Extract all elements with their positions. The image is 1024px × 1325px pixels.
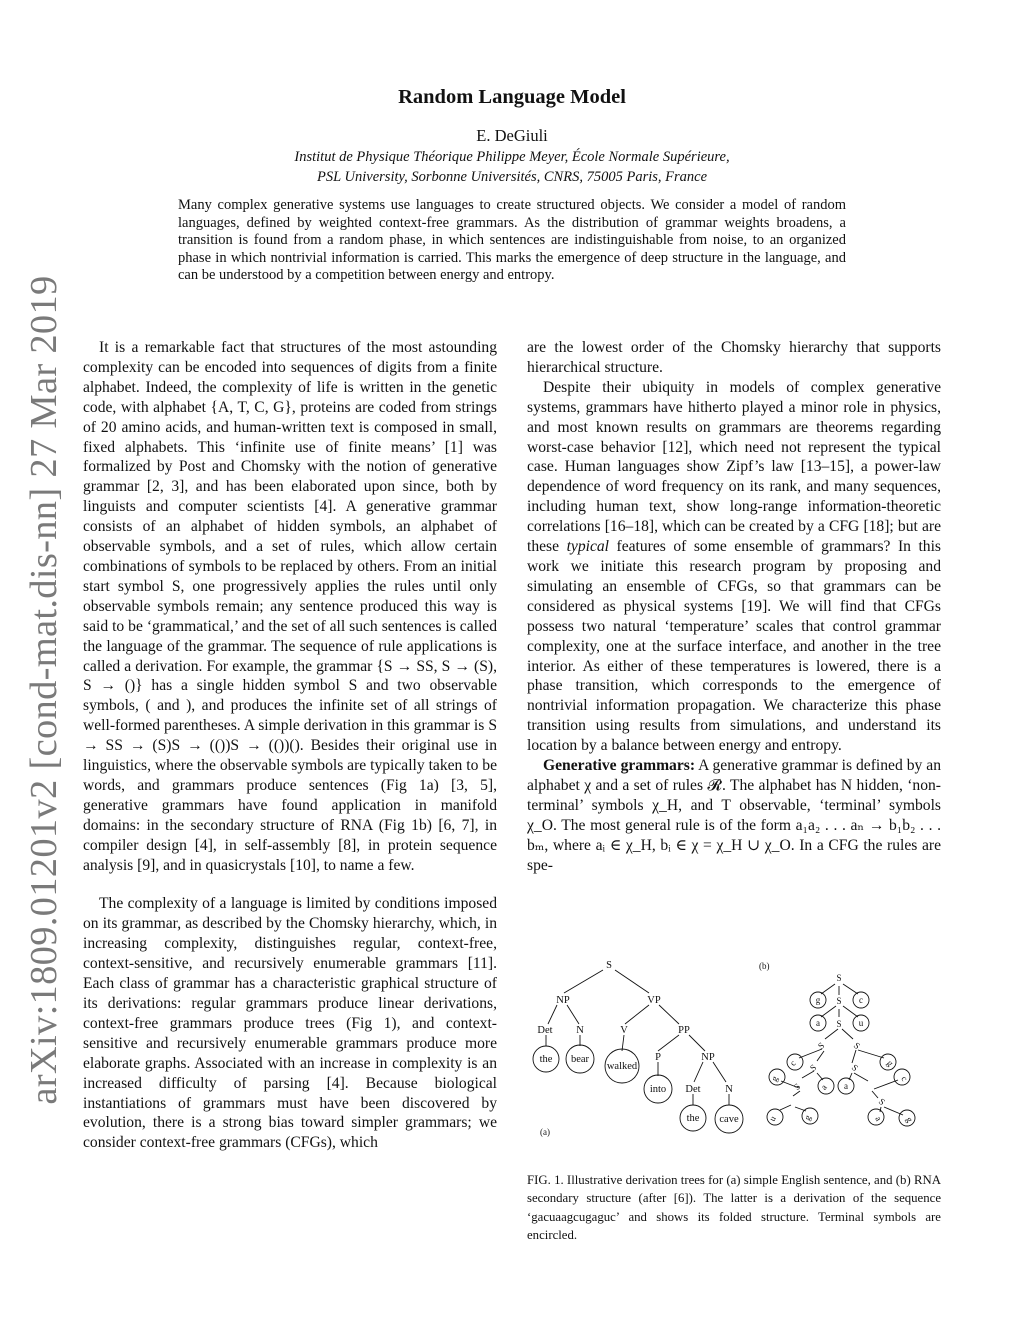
rna-node-S-7: S <box>849 1062 861 1074</box>
rna-terminal-a: a <box>816 1018 820 1028</box>
rna-terminal-g-4: g <box>801 1113 813 1122</box>
rna-node-S-5: S <box>851 1040 863 1052</box>
paper-title: Random Language Model <box>398 86 626 108</box>
node-VP: VP <box>647 995 661 1006</box>
affiliation-line-2: PSL University, Sorbonne Universités, CNRS, 75005 Paris, France <box>317 169 707 185</box>
panel-label-a: (a) <box>540 1127 550 1137</box>
terminal-into: into <box>649 1084 667 1095</box>
motivation-paragraph <box>527 378 941 756</box>
continued-paragraph: are the lowest order of the Chomsky hierarchy that supports hierarchical structure. <box>527 339 941 376</box>
rna-terminal-g-3: g <box>768 1074 780 1083</box>
rna-node-S-1: S <box>836 973 842 983</box>
figure-caption: FIG. 1. Illustrative derivation trees for (a) simple English sentence, and (b) RNA secondary structure (after [6]). The latter is a derivation of the sequence ‘gacuaagcugaguc’ and shows its folded structure. Terminal symbols are encircled. <box>527 1173 941 1243</box>
arxiv-identifier: arXiv:1809.01201v2 [cond-mat.dis-nn] 27 Mar 2019 <box>23 275 65 1105</box>
rna-terminal-c-3: c <box>899 1074 910 1083</box>
rna-terminal-a-2: a <box>818 1082 829 1092</box>
node-P: P <box>655 1052 661 1063</box>
left-column <box>83 338 497 1153</box>
intro-paragraph-1: It is a remarkable fact that structures of the most astounding complexity can be encoded into sequences of digits from a finite alphabet. Indeed, the complexity of life is written in the genetic code, with alphabet {A, T, C, G}, proteins are coded from strings of 20 amino acids, and human-written text is composed in small, fixed alphabets. This ‘infinite use of finite means’ [1] was formalized by Post and Chomsky with the notion of generative grammar [2, 3], and has been elaborated upon since, both by linguists and computer scientists [4]. A generative grammar consists of an alphabet of hidden symbols, an alphabet of observable symbols, and a set of rules, which allow certain combinations of symbols to be replaced by others. From an initial start symbol S, one progressively applies the rules until only observable symbols remain; any sentence produced this way is said to be ‘grammatical,’ and the set of all such sentences is called the language of the grammar. The sequence of rule applications is called a derivation. For example, the grammar {S → SS, S → (S), S → ()} has a single hidden symbol S and two observable symbols, ( and ), and produces the infinite set of all strings of well-formed parentheses. A simple derivation in this grammar is S → SS → (S)S → (())S → (())(). Besides their original use in linguistics, where the observable symbols are typically taken to be words, and grammars produce sentences (Fig 1a) [3, 5], generative grammars have found application in manifold domains: in the secondary structure of RNA (Fig 1b) [6, 7], in compiler design [4], in self-assembly [8], in protein sequence analysis [9], and in quasicrystals [10], to name a few. <box>83 339 497 874</box>
rna-terminal-u: u <box>858 1018 864 1028</box>
rna-node-S-3: S <box>836 1019 842 1029</box>
rna-terminal-c-2: c <box>787 1058 798 1068</box>
node-S: S <box>606 960 612 971</box>
terminal-the: the <box>539 1054 553 1065</box>
author-name: E. DeGiuli <box>476 126 548 145</box>
rna-node-S-6: S <box>807 1062 819 1074</box>
node-N: N <box>576 1025 584 1036</box>
tree-b-labels <box>527 955 941 1150</box>
section-heading: Generative grammars: <box>543 757 696 775</box>
figure-1 <box>527 955 941 1150</box>
arxiv-sidebar <box>0 0 80 1325</box>
terminal-bear: bear <box>570 1054 590 1065</box>
rna-node-S-extra: S <box>876 1096 888 1108</box>
node-Det-inner: Det <box>685 1084 701 1095</box>
rna-terminal-c: c <box>859 995 863 1005</box>
node-V: V <box>620 1025 628 1036</box>
node-NP: NP <box>556 995 570 1006</box>
panel-label-b: (b) <box>759 961 770 971</box>
rna-terminal-g-2: g <box>885 1058 896 1069</box>
terminal-cave: cave <box>719 1114 739 1125</box>
node-NP-inner: NP <box>701 1052 715 1063</box>
right-column <box>527 338 941 875</box>
motivation-text-b: features of some ensemble of grammars? In this work we initiate this research program by proposing and simulating an ensemble of CFGs, so that grammars can be considered as physical systems [19]. We will find that CFGs possess two natural ‘temperature’ scales that control grammar complexity, one at the surface interface, and another in the tree interior. As either of these temperatures is lowered, there is a phase transition, which corresponds to the emergence of nontrivial information propagation. We characterize this phase transition using results from simulations, and understand its location by a balance between energy and entropy. <box>527 538 941 755</box>
intro-paragraph-2: The complexity of a language is limited by conditions imposed on its grammar, as described by the Chomsky hierarchy, which, in increasing complexity, distinguishes regular, context-free, context-sensitive, and recursively enumerable grammars [11]. Each class of grammar has a characteristic graphical structure of its derivations: regular grammars produce linear derivations, context-free grammars produce trees (Fig 1), and context-sensitive and recursively enumerable grammars produce more elaborate graphs. Associated with an increase in complexity is an increased difficulty of parsing [4]. Because biological instantiations of grammars must have been discovered by evolution, there is a strong bias toward simpler grammars; we consider context-free grammars (CFGs), which <box>83 895 497 1152</box>
affiliation <box>150 147 874 187</box>
node-PP: PP <box>678 1025 690 1036</box>
node-N-inner: N <box>725 1084 733 1095</box>
affiliation-line-1: Institut de Physique Théorique Philippe Meyer, École Normale Supérieure, <box>294 149 730 165</box>
rna-terminal-g-5: g <box>904 1115 916 1124</box>
rna-terminal-u-2: u <box>766 1114 778 1123</box>
rna-node-S-4: S <box>815 1040 827 1052</box>
rna-node-S-8: S <box>791 1081 803 1093</box>
motivation-text-a: Despite their ubiquity in models of complex generative systems, grammars have hitherto played a minor role in physics, and most known results on grammars are theorems regarding worst-case behavior [12], which need not represent the typical case. Human languages show Zipf’s law [13–15], a power-law dependence of word frequency on its rank, and many sequences, including human text, show long-range information-theoretic correlations [16–18], which can be created by a CFG [18]; but are these <box>527 378 941 556</box>
rna-terminal-a-4: a <box>873 1114 884 1123</box>
terminal-walked: walked <box>606 1061 638 1072</box>
generative-grammars-text: A generative grammar is defined by an alphabet χ and a set of rules 𝓡. The alphabet has N hidden, ‘non-terminal’ symbols χ_H, and T observable, ‘terminal’ symbols χ_O. The most general rule is of the form a₁a₂ . . . aₙ → b₁b₂ . . . bₘ, where aᵢ ∈ χ_H, bᵢ ∈ χ = χ_H ∪ χ_O. In a CFG the rules are spe- <box>527 757 941 874</box>
rna-terminal-g: g <box>815 995 821 1005</box>
abstract: Many complex generative systems use languages to create structured objects. We consider a model of random languages, defined by weighted context-free grammars. As the distribution of grammar weights broadens, a transition is found from a random phase, in which sentences are indistinguishable from noise, to an organized phase in which nontrivial information is carried. This marks the emergence of deep structure in the language, and can be understood by a competition between energy and entropy. <box>178 197 846 284</box>
rna-terminal-a-3: a <box>844 1081 848 1091</box>
generative-grammars-paragraph <box>527 756 941 875</box>
rna-node-S-2: S <box>836 996 842 1006</box>
typical-emphasis: typical <box>566 538 609 556</box>
terminal-the-2: the <box>686 1113 700 1124</box>
node-Det: Det <box>537 1025 553 1036</box>
